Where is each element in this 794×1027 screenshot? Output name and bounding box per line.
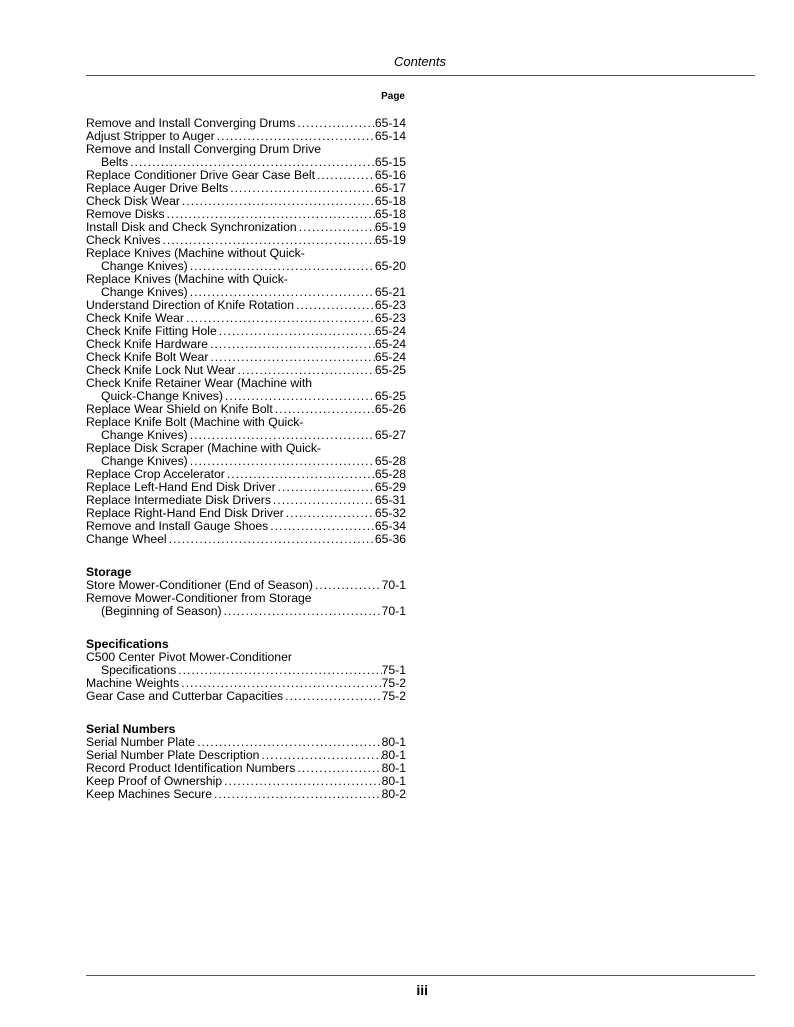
entry-title: Replace Right-Hand End Disk Driver bbox=[86, 506, 284, 520]
page-header-title: Contents bbox=[393, 54, 446, 69]
entry-title: Belts bbox=[101, 155, 129, 169]
entry-title: (Beginning of Season) bbox=[101, 604, 222, 618]
entry-title: Keep Proof of Ownership bbox=[86, 774, 223, 788]
dot-leader bbox=[271, 494, 375, 507]
page-number: iii bbox=[416, 982, 428, 998]
dot-leader bbox=[212, 788, 382, 801]
entry-title: Change Knives) bbox=[101, 454, 188, 468]
entry-title: Check Disk Wear bbox=[86, 194, 180, 208]
entry-title: Adjust Stripper to Auger bbox=[86, 129, 215, 143]
toc-entry[interactable] bbox=[86, 273, 406, 299]
entry-page-number: 65-19 bbox=[374, 233, 406, 247]
entry-page-number: 65-25 bbox=[374, 389, 406, 403]
entry-page-number: 65-24 bbox=[374, 350, 406, 364]
entry-page-number: 75-1 bbox=[381, 663, 406, 677]
dot-leader bbox=[315, 169, 375, 182]
header-rule bbox=[86, 75, 755, 76]
entry-title: Replace Intermediate Disk Drivers bbox=[86, 493, 271, 507]
entry-title: Replace Left-Hand End Disk Driver bbox=[86, 480, 276, 494]
entry-page-number: 65-14 bbox=[374, 129, 406, 143]
dot-leader bbox=[284, 507, 375, 520]
toc-entry[interactable] bbox=[86, 592, 406, 618]
toc-section bbox=[86, 722, 406, 801]
toc-entry[interactable] bbox=[86, 377, 406, 403]
toc-entry[interactable] bbox=[86, 533, 406, 546]
dot-leader bbox=[268, 520, 375, 533]
entry-page-number: 65-19 bbox=[374, 220, 406, 234]
entry-title: Check Knife Bolt Wear bbox=[86, 350, 209, 364]
table-of-contents bbox=[86, 117, 406, 801]
entry-title: Replace Crop Accelerator bbox=[86, 467, 225, 481]
entry-page-number: 65-31 bbox=[374, 493, 406, 507]
page-column-label: Page bbox=[381, 91, 405, 102]
entry-title: Remove and Install Converging Drums bbox=[86, 116, 296, 130]
entry-page-number: 65-27 bbox=[374, 428, 406, 442]
entry-page-number: 65-18 bbox=[374, 194, 406, 208]
entry-title-line: Remove and Install Converging Drum Drive bbox=[86, 142, 322, 156]
section-heading: Serial Numbers bbox=[86, 722, 176, 736]
entry-page-number: 80-1 bbox=[381, 735, 406, 749]
entry-title: Check Knife Fitting Hole bbox=[86, 324, 217, 338]
dot-leader bbox=[294, 299, 375, 312]
entry-page-number: 65-15 bbox=[374, 155, 406, 169]
dot-leader bbox=[297, 221, 375, 234]
entry-page-number: 65-23 bbox=[374, 298, 406, 312]
toc-entry[interactable] bbox=[86, 442, 406, 468]
entry-title-line: Remove Mower-Conditioner from Storage bbox=[86, 591, 312, 605]
entry-page-number: 65-17 bbox=[374, 181, 406, 195]
entry-title: Change Knives) bbox=[101, 428, 188, 442]
entry-title: Change Knives) bbox=[101, 259, 188, 273]
entry-page-number: 65-20 bbox=[374, 259, 406, 273]
dot-leader bbox=[180, 195, 375, 208]
entry-page-number: 70-1 bbox=[381, 578, 406, 592]
dot-leader bbox=[208, 338, 375, 351]
entry-title: Record Product Identification Numbers bbox=[86, 761, 296, 775]
dot-leader bbox=[167, 533, 375, 546]
entry-page-number: 65-34 bbox=[374, 519, 406, 533]
toc-section bbox=[86, 117, 406, 546]
entry-title: Change Knives) bbox=[101, 285, 188, 299]
entry-page-number: 75-2 bbox=[381, 676, 406, 690]
entry-title-line: Replace Knife Bolt (Machine with Quick- bbox=[86, 415, 304, 429]
toc-entry[interactable] bbox=[86, 788, 406, 801]
entry-page-number: 80-2 bbox=[381, 787, 406, 801]
entry-page-number: 65-16 bbox=[374, 168, 406, 182]
entry-title: Store Mower-Conditioner (End of Season) bbox=[86, 578, 313, 592]
entry-title: Specifications bbox=[101, 663, 177, 677]
entry-title: Replace Auger Drive Belts bbox=[86, 181, 229, 195]
toc-section bbox=[86, 565, 406, 618]
dot-leader bbox=[217, 325, 375, 338]
entry-page-number: 65-36 bbox=[374, 532, 406, 546]
entry-page-number: 65-29 bbox=[374, 480, 406, 494]
entry-title-line: Check Knife Retainer Wear (Machine with bbox=[86, 376, 313, 390]
entry-page-number: 70-1 bbox=[381, 604, 406, 618]
entry-title-line: Replace Knives (Machine without Quick- bbox=[86, 246, 305, 260]
toc-entry[interactable] bbox=[86, 690, 406, 703]
entry-title: Change Wheel bbox=[86, 532, 167, 546]
entry-title: Check Knife Hardware bbox=[86, 337, 208, 351]
entry-page-number: 65-28 bbox=[374, 467, 406, 481]
section-heading: Specifications bbox=[86, 637, 169, 651]
toc-section bbox=[86, 637, 406, 703]
entry-title-line: Replace Disk Scraper (Machine with Quick- bbox=[86, 441, 322, 455]
entry-page-number: 65-18 bbox=[374, 207, 406, 221]
footer-rule bbox=[86, 975, 755, 976]
dot-leader bbox=[283, 690, 381, 703]
entry-title: Serial Number Plate bbox=[86, 735, 196, 749]
entry-title: Remove Disks bbox=[86, 207, 165, 221]
entry-title-line: Replace Knives (Machine with Quick- bbox=[86, 272, 288, 286]
entry-page-number: 65-32 bbox=[374, 506, 406, 520]
entry-title: Install Disk and Check Synchronization bbox=[86, 220, 297, 234]
entry-title-line: C500 Center Pivot Mower-Conditioner bbox=[86, 650, 292, 664]
dot-leader bbox=[295, 762, 381, 775]
entry-title: Check Knives bbox=[86, 233, 161, 247]
dot-leader bbox=[222, 775, 381, 788]
entry-page-number: 65-24 bbox=[374, 324, 406, 338]
dot-leader bbox=[295, 117, 375, 130]
entry-page-number: 65-26 bbox=[374, 402, 406, 416]
entry-page-number: 80-1 bbox=[381, 774, 406, 788]
entry-title: Check Knife Wear bbox=[86, 311, 184, 325]
entry-page-number: 80-1 bbox=[381, 761, 406, 775]
entry-page-number: 65-25 bbox=[374, 363, 406, 377]
entry-title: Machine Weights bbox=[86, 676, 180, 690]
dot-leader bbox=[276, 481, 375, 494]
entry-title: Quick-Change Knives) bbox=[101, 389, 223, 403]
entry-title: Serial Number Plate Description bbox=[86, 748, 260, 762]
dot-leader bbox=[222, 605, 382, 618]
entry-title: Replace Conditioner Drive Gear Case Belt bbox=[86, 168, 315, 182]
toc-entry[interactable] bbox=[86, 651, 406, 677]
toc-entry[interactable] bbox=[86, 416, 406, 442]
entry-page-number: 65-28 bbox=[374, 454, 406, 468]
entry-title: Remove and Install Gauge Shoes bbox=[86, 519, 269, 533]
dot-leader bbox=[313, 579, 382, 592]
entry-page-number: 65-23 bbox=[374, 311, 406, 325]
entry-page-number: 75-2 bbox=[381, 689, 406, 703]
entry-page-number: 65-24 bbox=[374, 337, 406, 351]
entry-title: Understand Direction of Knife Rotation bbox=[86, 298, 294, 312]
section-heading: Storage bbox=[86, 565, 132, 579]
entry-title: Replace Wear Shield on Knife Bolt bbox=[86, 402, 273, 416]
entry-page-number: 65-14 bbox=[374, 116, 406, 130]
toc-entry[interactable] bbox=[86, 143, 406, 169]
dot-leader bbox=[228, 182, 375, 195]
entry-title: Keep Machines Secure bbox=[86, 787, 213, 801]
entry-page-number: 80-1 bbox=[381, 748, 406, 762]
toc-entry[interactable] bbox=[86, 247, 406, 273]
dot-leader bbox=[176, 664, 381, 677]
entry-title: Check Knife Lock Nut Wear bbox=[86, 363, 236, 377]
entry-title: Gear Case and Cutterbar Capacities bbox=[86, 689, 284, 703]
entry-page-number: 65-21 bbox=[374, 285, 406, 299]
